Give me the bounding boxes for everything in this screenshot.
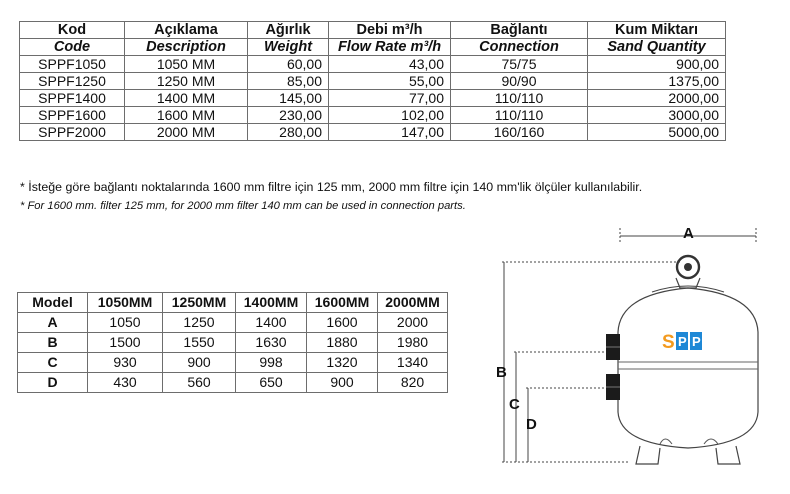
table-cell: 1400 MM (125, 90, 248, 107)
table-cell: 5000,00 (588, 124, 726, 141)
spec-header-description-tr: Açıklama (125, 22, 248, 39)
table-cell: 1375,00 (588, 73, 726, 90)
table-cell: 650 (236, 373, 307, 393)
spec-header-weight-tr: Ağırlık (248, 22, 329, 39)
table-cell: 3000,00 (588, 107, 726, 124)
spec-header-weight-en: Weight (248, 39, 329, 56)
table-cell: 1630 (236, 333, 307, 353)
table-cell: 77,00 (329, 90, 451, 107)
table-cell: 1550 (163, 333, 236, 353)
table-row (18, 333, 448, 353)
dimension-table (17, 292, 448, 393)
logo-letter-s: S (662, 332, 675, 353)
table-cell: 55,00 (329, 73, 451, 90)
table-cell: 160/160 (451, 124, 588, 141)
table-cell: SPPF1400 (20, 90, 125, 107)
table-cell: 1250 MM (125, 73, 248, 90)
table-cell: 1880 (307, 333, 378, 353)
table-cell: 2000 (378, 313, 448, 333)
table-cell: 230,00 (248, 107, 329, 124)
table-cell: 1320 (307, 353, 378, 373)
foot-right (716, 446, 740, 464)
dimension-header-1250: 1250MM (163, 293, 236, 313)
table-cell: 1050 MM (125, 56, 248, 73)
foot-left (636, 446, 660, 464)
logo-letter-p1: P (678, 334, 687, 349)
table-cell: SPPF1250 (20, 73, 125, 90)
spec-header-description-en: Description (125, 39, 248, 56)
table-cell: 560 (163, 373, 236, 393)
dim-b-label: B (496, 364, 507, 381)
vessel-body (618, 288, 758, 448)
dim-c-label: C (509, 396, 520, 413)
table-cell: 280,00 (248, 124, 329, 141)
spec-header-code-tr: Kod (20, 22, 125, 39)
dimension-header-row (18, 293, 448, 313)
table-cell: 1980 (378, 333, 448, 353)
spec-table (19, 21, 726, 141)
dimension-header-1400: 1400MM (236, 293, 307, 313)
table-cell: 85,00 (248, 73, 329, 90)
dimension-header-1600: 1600MM (307, 293, 378, 313)
spec-header-flow-en: Flow Rate m³/h (329, 39, 451, 56)
dimension-header-1050: 1050MM (88, 293, 163, 313)
table-cell: 145,00 (248, 90, 329, 107)
filter-diagram (490, 222, 780, 484)
table-row (18, 353, 448, 373)
dim-d-label: D (526, 416, 537, 433)
table-cell: 900 (163, 353, 236, 373)
dimension-row-label: D (18, 373, 88, 393)
spec-header-tr (20, 22, 726, 39)
spec-header-sand-tr: Kum Miktarı (588, 22, 726, 39)
logo-letter-p2: P (692, 334, 701, 349)
table-cell: 900,00 (588, 56, 726, 73)
table-cell: 1050 (88, 313, 163, 333)
table-cell: 998 (236, 353, 307, 373)
spec-header-en (20, 39, 726, 56)
table-row (20, 56, 726, 73)
dimension-row-label: A (18, 313, 88, 333)
table-cell: 430 (88, 373, 163, 393)
spec-header-sand-en: Sand Quantity (588, 39, 726, 56)
note-turkish: * İsteğe göre bağlantı noktalarında 1600 mm filtre için 125 mm, 2000 mm filtre için 140 mm'lik ölçüler kullanılabilir. (20, 180, 643, 194)
table-cell: 2000,00 (588, 90, 726, 107)
table-cell: 1340 (378, 353, 448, 373)
dimension-header-2000: 2000MM (378, 293, 448, 313)
dimension-header-model: Model (18, 293, 88, 313)
spec-header-code-en: Code (20, 39, 125, 56)
table-cell: 90/90 (451, 73, 588, 90)
table-cell: 1600 (307, 313, 378, 333)
table-cell: 43,00 (329, 56, 451, 73)
table-cell: 75/75 (451, 56, 588, 73)
table-cell: 820 (378, 373, 448, 393)
table-row (20, 124, 726, 141)
dimension-row-label: C (18, 353, 88, 373)
filter-drawing (490, 222, 780, 484)
table-cell: 1500 (88, 333, 163, 353)
spec-header-connection-tr: Bağlantı (451, 22, 588, 39)
table-cell: SPPF1600 (20, 107, 125, 124)
table-cell: 60,00 (248, 56, 329, 73)
table-cell: 2000 MM (125, 124, 248, 141)
table-cell: SPPF1050 (20, 56, 125, 73)
table-cell: 900 (307, 373, 378, 393)
dimension-row-label: B (18, 333, 88, 353)
table-cell: 1400 (236, 313, 307, 333)
spp-logo (662, 332, 702, 353)
note-english: * For 1600 mm. filter 125 mm, for 2000 mm filter 140 mm can be used in connection parts. (20, 200, 466, 212)
table-cell: 147,00 (329, 124, 451, 141)
table-cell: 930 (88, 353, 163, 373)
table-cell: 102,00 (329, 107, 451, 124)
table-row (18, 313, 448, 333)
table-cell: 110/110 (451, 90, 588, 107)
table-row (18, 373, 448, 393)
table-cell: 110/110 (451, 107, 588, 124)
table-cell: 1250 (163, 313, 236, 333)
table-row (20, 73, 726, 90)
table-cell: 1600 MM (125, 107, 248, 124)
spec-header-flow-tr: Debi m³/h (329, 22, 451, 39)
top-valve-center (684, 263, 692, 271)
table-cell: SPPF2000 (20, 124, 125, 141)
dim-a-label: A (683, 225, 694, 242)
table-row (20, 107, 726, 124)
table-row (20, 90, 726, 107)
spec-header-connection-en: Connection (451, 39, 588, 56)
